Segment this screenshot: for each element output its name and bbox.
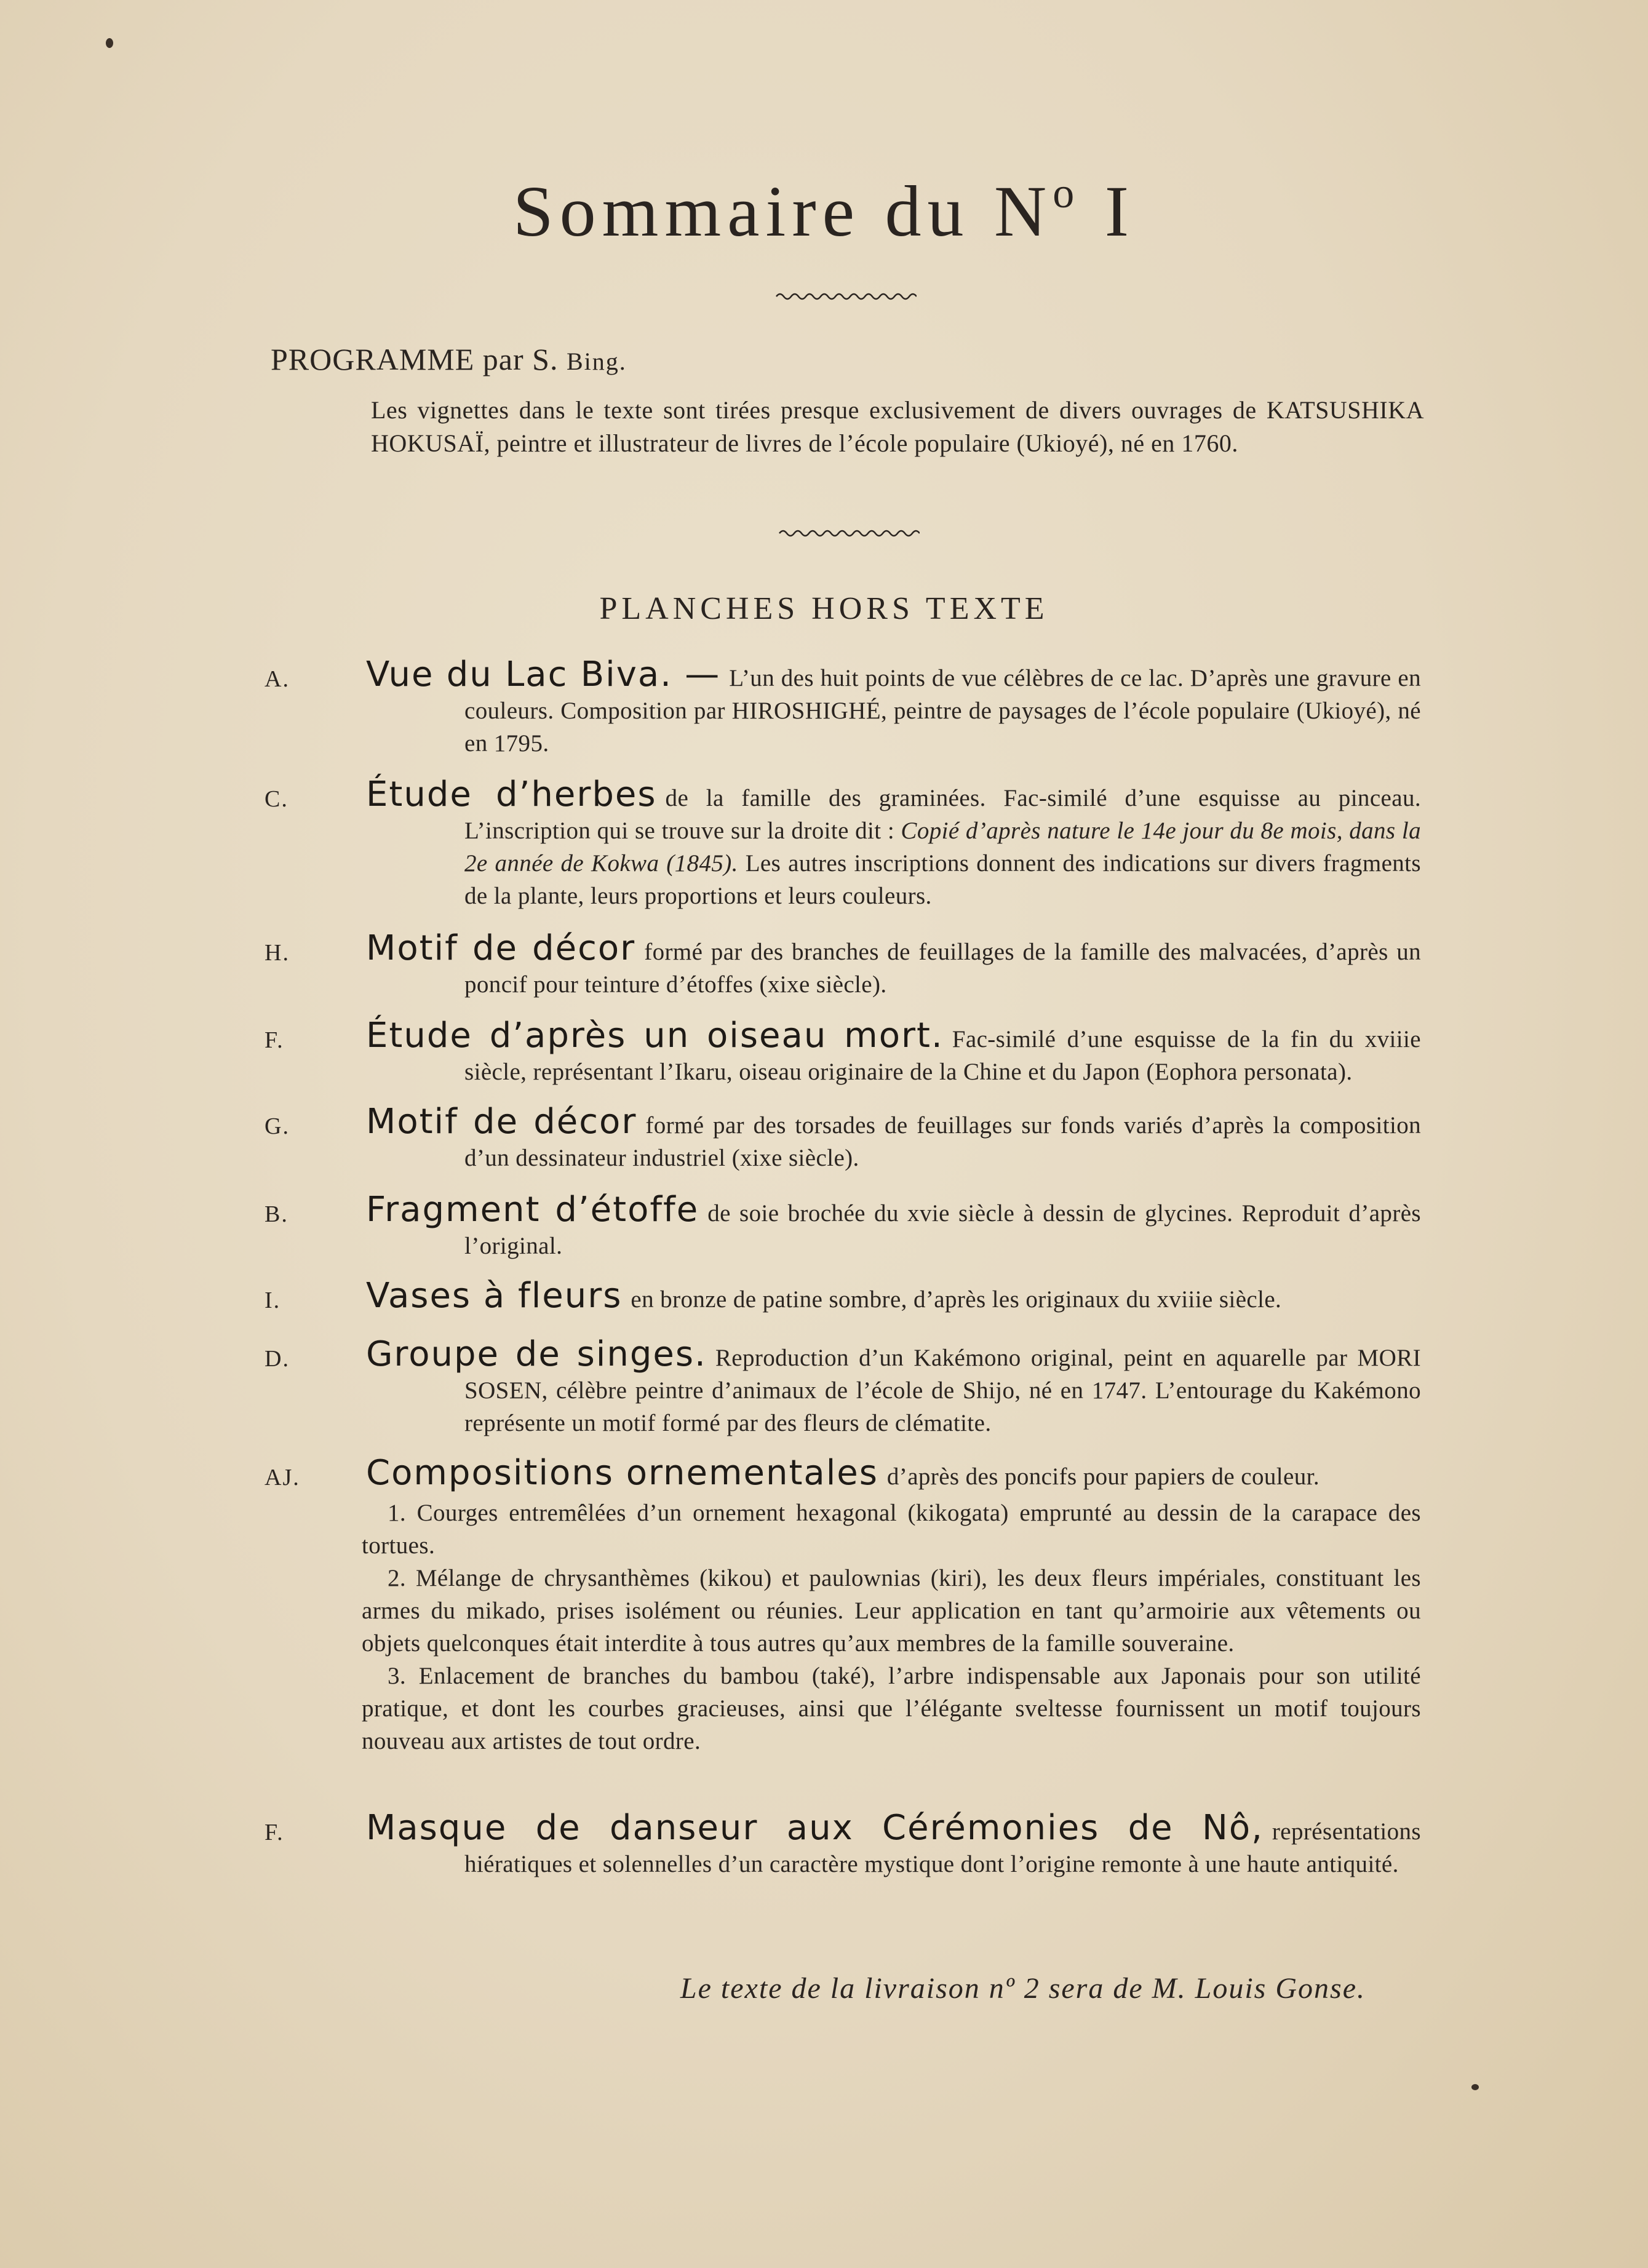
- entry-a: [265, 655, 1421, 760]
- entry-text: représentations hiératiques et solennelles d’un caractère mystique dont l’origine remonte à une haute antiquité.: [464, 1818, 1421, 1877]
- entry-letter: H.: [265, 940, 290, 966]
- entry-h: [265, 928, 1422, 1001]
- entry-b: [265, 1190, 1421, 1262]
- page-title: Sommaire du $N^o$ I: [512, 170, 1136, 252]
- wavy-divider: [778, 526, 920, 541]
- entry-d: [265, 1334, 1421, 1439]
- entry-f: [265, 1016, 1421, 1088]
- ink-spot: [1471, 2084, 1479, 2090]
- entry-text: de la famille des graminées. Fac-similé d’une esquisse au pinceau. L’inscription qui se trouve sur la droite dit :: [464, 785, 1422, 844]
- entry-text: de soie brochée du xvie siècle à dessin de glycines. Reproduit d’après l’original.: [464, 1200, 1421, 1259]
- entry-letter: F.: [265, 1820, 284, 1845]
- entry-text: Les autres inscriptions donnent des indications sur divers fragments de la plante, leurs proportions et leurs couleurs.: [464, 850, 1421, 909]
- entry-heading: Étude d’après un oiseau mort.: [366, 1016, 944, 1056]
- composition-item: 2. Mélange de chrysanthèmes (kikou) et paulownias (kiri), les deux fleurs impériales, constituant les armes du mikado, prises isolément ou réunies. Leur application en tant qu’armoirie aux vêtements ou objets quelconques était interdite à tous autres qu’aux membres de la famille souveraine.: [362, 1565, 1421, 1657]
- entry-letter: G.: [265, 1113, 290, 1139]
- entry-letter: A.: [265, 666, 290, 692]
- entry-letter: C.: [265, 786, 289, 812]
- programme-heading: PROGRAMME par S. Bing.: [271, 342, 627, 376]
- entry-heading: Vases à fleurs: [366, 1276, 623, 1316]
- entry-i: [265, 1276, 1421, 1316]
- entry-heading: Motif de décor: [366, 1102, 637, 1142]
- entry-text: L’un des huit points de vue célèbres de ce lac. D’après une gravure en couleurs. Composition par HIROSHIGHÉ, peintre de paysages de l’école populaire (Ukioyé), né en 1795.: [464, 665, 1421, 757]
- entry-text: Fac-similé d’une esquisse de la fin du xviiie siècle, représentant l’Ikaru, oiseau originaire de la Chine et du Japon (Eophora personata).: [464, 1026, 1421, 1085]
- entry-heading: Étude d’herbes: [366, 774, 657, 814]
- entry-letter: AJ.: [265, 1465, 300, 1490]
- entry-heading: Motif de décor: [366, 928, 636, 968]
- entry-heading: Masque de danseur aux Cérémonies de Nô,: [366, 1808, 1264, 1848]
- programme-text: Les vignettes dans le texte sont tirées presque exclusivement de divers ouvrages de KATSUSHIKA HOKUSAÏ, peintre et illustrateur de livres de l’école populaire (Ukioyé), né en 1760.: [371, 396, 1424, 457]
- entry-heading: Fragment d’étoffe: [366, 1190, 699, 1230]
- entry-c: [265, 774, 1422, 912]
- ink-spot: [106, 38, 113, 48]
- entry-heading: Vue du Lac Biva. —: [366, 655, 721, 694]
- entry-text: Reproduction d’un Kakémono original, peint en aquarelle par MORI SOSEN, célèbre peintre d’animaux de l’école de Shijo, né en 1747. L’entourage du Kakémono représente un motif formé par des fleurs de clématite.: [464, 1345, 1421, 1436]
- entry-text: formé par des branches de feuillages de la famille des malvacées, d’après un poncif pour teinture d’étoffes (xixe siècle).: [464, 939, 1422, 998]
- entry-heading: Groupe de singes.: [366, 1334, 707, 1374]
- closing-note: Le texte de la livraison nº 2 sera de M. Louis Gonse.: [680, 1972, 1366, 2005]
- wavy-divider: [775, 289, 917, 304]
- composition-item: 3. Enlacement de branches du bambou (také), l’arbre indispensable aux Japonais pour son utilité pratique, et dont les courbes gracieuses, ainsi que l’élégante sveltesse fournissent un motif toujours nouveau aux artistes de tout ordre.: [362, 1663, 1421, 1754]
- entry-heading: Compositions ornementales: [366, 1453, 878, 1493]
- entry-text: en bronze de patine sombre, d’après les originaux du xviiie siècle.: [631, 1286, 1282, 1313]
- composition-item: 1. Courges entremêlées d’un ornement hexagonal (kikogata) emprunté au dessin de la carapace des tortues.: [362, 1500, 1421, 1559]
- entry-letter: I.: [265, 1287, 281, 1313]
- entry-g: [265, 1102, 1421, 1174]
- entry-letter: F.: [265, 1027, 284, 1053]
- entry-text: formé par des torsades de feuillages sur fonds variés d’après la composition d’un dessinateur industriel (xixe siècle).: [464, 1112, 1421, 1171]
- entry-text-italic: Copié d’après nature le 14e jour du 8e mois, dans la 2e année de Kokwa (1845).: [464, 818, 1421, 877]
- entry-f-masque: [265, 1808, 1421, 1880]
- entry-letter: B.: [265, 1201, 289, 1227]
- entry-aj: [265, 1453, 1421, 1757]
- entry-letter: D.: [265, 1346, 290, 1372]
- entry-text: d’après des poncifs pour papiers de couleur.: [886, 1463, 1320, 1490]
- section-title: PLANCHES HORS TEXTE: [599, 591, 1049, 626]
